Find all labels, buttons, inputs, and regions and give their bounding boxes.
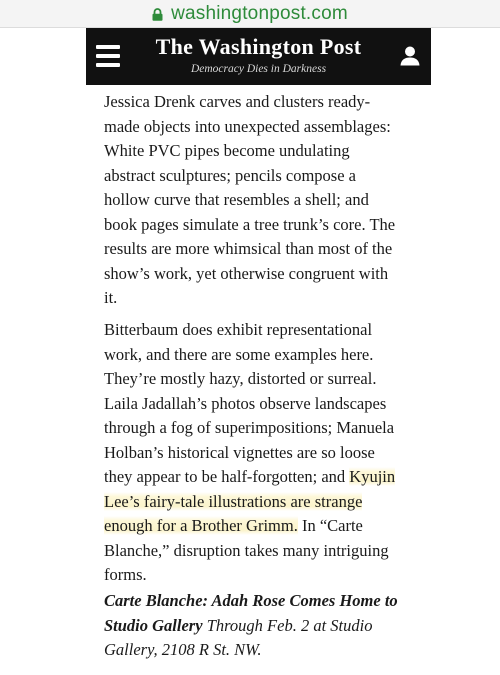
article-paragraph: Jessica Drenk carves and clusters ready-made objects into unexpected assemblages: White PVC pipes become undulating abstract sculptures; pencils compose a hollow curve that resembles a shell; and book pages simulate a tree trunk’s core. The results are more whimsical than most of the show’s work, yet otherwise congruent with it. <box>104 92 396 307</box>
url-text[interactable]: washingtonpost.com <box>171 2 348 24</box>
site-header <box>86 28 431 85</box>
masthead-logo[interactable] <box>136 34 381 77</box>
lock-icon <box>152 8 163 21</box>
article-paragraph <box>104 318 404 588</box>
masthead-tagline: Democracy Dies in Darkness <box>190 63 327 75</box>
exhibit-info <box>104 589 404 663</box>
user-icon[interactable] <box>399 45 421 67</box>
exhibit-title: Carte Blanche: Adah Rose Comes Home to Studio Gallery <box>104 591 398 635</box>
paragraph-text: Bitterbaum does exhibit representational work, and there are some examples here. They’re mostly hazy, distorted or surreal. Laila Jadallah’s photos observe landscapes through a fog of superimpositions; Manuela Holban’s historical vignettes are so loose they appear to be half-forgotten; and <box>104 320 395 486</box>
exhibit-details: Through Feb. 2 at Studio Gallery, 2108 R St. NW. <box>104 615 373 659</box>
highlighted-text[interactable]: Kyujin Lee’s fairy-tale illustrations are strange enough for a Brother Grimm. <box>104 467 396 535</box>
paragraph-text: In “Carte Blanche,” disruption takes many intriguing forms. <box>104 516 389 584</box>
browser-address-bar[interactable] <box>0 0 500 28</box>
hamburger-menu-icon[interactable] <box>96 45 120 67</box>
masthead-title[interactable]: The Washington Post <box>155 34 362 59</box>
